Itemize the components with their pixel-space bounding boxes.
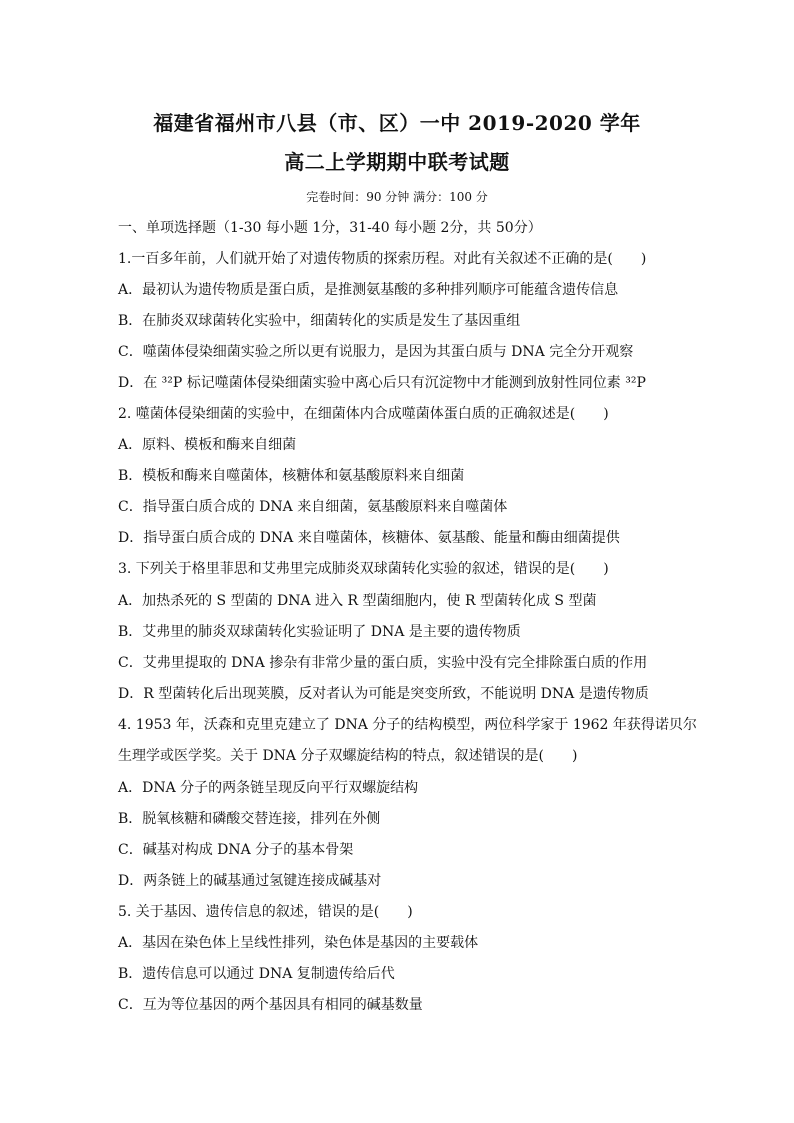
question-option: C．指导蛋白质合成的 DNA 来自细菌，氨基酸原料来自噬菌体 xyxy=(118,499,508,515)
question-option: A．DNA 分子的两条链呈现反向平行双螺旋结构 xyxy=(118,780,419,796)
question-stem: 5. 关于基因、遗传信息的叙述，错误的是( ) xyxy=(118,904,413,920)
question-option: B．在肺炎双球菌转化实验中，细菌转化的实质是发生了基因重组 xyxy=(118,313,521,329)
question-option: C．碱基对构成 DNA 分子的基本骨架 xyxy=(118,842,354,858)
question-option: D．在 ³²P 标记噬菌体侵染细菌实验中离心后只有沉淀物中才能测到放射性同位素 ³²P xyxy=(118,375,646,391)
question-stem: 4. 1953 年，沃森和克里克建立了 DNA 分子的结构模型，两位科学家于 1962 年获得诺贝尔 xyxy=(118,717,697,733)
question-option: D．指导蛋白质合成的 DNA 来自噬菌体，核糖体、氨基酸、能量和酶由细菌提供 xyxy=(118,530,620,546)
question-option: C．艾弗里提取的 DNA 掺杂有非常少量的蛋白质，实验中没有完全排除蛋白质的作用 xyxy=(118,655,648,671)
question-option: C．互为等位基因的两个基因具有相同的碱基数量 xyxy=(118,997,423,1013)
document-title-line1: 福建省福州市八县（市、区）一中 2019-2020 学年 xyxy=(153,111,641,135)
question-option: B．艾弗里的肺炎双球菌转化实验证明了 DNA 是主要的遗传物质 xyxy=(118,624,521,640)
question-option: D．两条链上的碱基通过氢键连接成碱基对 xyxy=(118,873,382,889)
question-stem-continued: 生理学或医学奖。关于 DNA 分子双螺旋结构的特点，叙述错误的是( ) xyxy=(118,748,578,764)
section-heading: 一、单项选择题（1-30 每小题 1分，31-40 每小题 2分，共 50分） xyxy=(118,220,542,236)
question-stem: 1.一百多年前，人们就开始了对遗传物质的探索历程。对此有关叙述不正确的是( ) xyxy=(118,251,647,267)
question-option: C．噬菌体侵染细菌实验之所以更有说服力，是因为其蛋白质与 DNA 完全分开观察 xyxy=(118,344,634,360)
question-stem: 3. 下列关于格里菲思和艾弗里完成肺炎双球菌转化实验的叙述，错误的是( ) xyxy=(118,561,609,577)
document-title-line2: 高二上学期期中联考试题 xyxy=(284,150,510,174)
question-stem: 2. 噬菌体侵染细菌的实验中，在细菌体内合成噬菌体蛋白质的正确叙述是( ) xyxy=(118,406,609,422)
question-option: D．R 型菌转化后出现荚膜，反对者认为可能是突变所致，不能说明 DNA 是遗传物质 xyxy=(118,686,649,702)
question-option: A．基因在染色体上呈线性排列，染色体是基因的主要载体 xyxy=(118,935,479,951)
question-option: A．最初认为遗传物质是蛋白质，是推测氨基酸的多种排列顺序可能蕴含遗传信息 xyxy=(118,282,619,298)
question-option: B．脱氧核糖和磷酸交替连接，排列在外侧 xyxy=(118,811,381,827)
question-option: B．遗传信息可以通过 DNA 复制遗传给后代 xyxy=(118,966,395,982)
question-option: A．原料、模板和酶来自细菌 xyxy=(118,437,297,453)
exam-meta: 完卷时间：90 分钟 满分：100 分 xyxy=(306,190,488,204)
question-option: B．模板和酶来自噬菌体，核糖体和氨基酸原料来自细菌 xyxy=(118,468,465,484)
question-option: A．加热杀死的 S 型菌的 DNA 进入 R 型菌细胞内，使 R 型菌转化成 S 型菌 xyxy=(118,593,597,609)
